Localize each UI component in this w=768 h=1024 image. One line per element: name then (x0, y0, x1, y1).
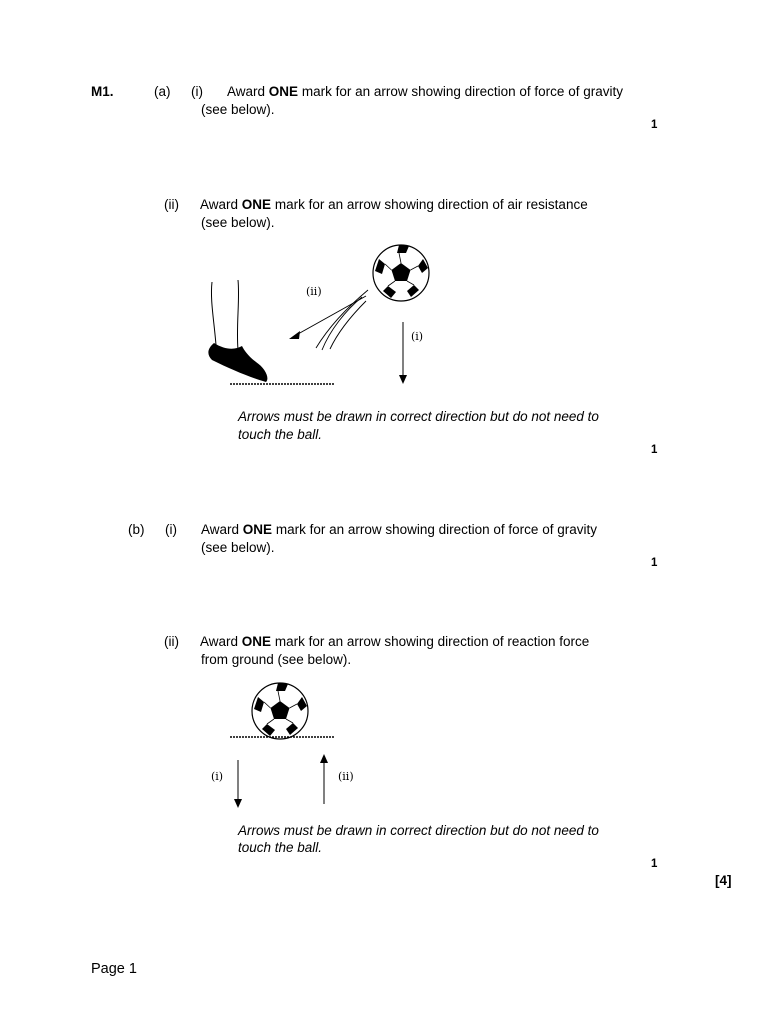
one-word: ONE (242, 522, 273, 537)
part-b-label: (b) (128, 522, 145, 537)
reaction-arrowhead (320, 754, 328, 763)
award-word: Award (201, 522, 240, 537)
figure-a-label-ii: (ii) (306, 285, 322, 298)
total-marks: [4] (715, 873, 732, 888)
note-a-line2: touch the ball. (238, 427, 323, 442)
mark-a-i: 1 (651, 119, 658, 131)
note-b-line2: touch the ball. (238, 840, 323, 855)
award-word: Award (200, 634, 239, 649)
part-b-ii-label: (ii) (164, 634, 179, 649)
figure-a-label-i: (i) (411, 330, 424, 343)
instruction-text: mark for an arrow showing direction of force of gravity (301, 84, 623, 99)
one-word: ONE (241, 197, 272, 212)
football-b (252, 683, 308, 739)
instruction-text: mark for an arrow showing direction of air resistance (274, 197, 588, 212)
part-a-label: (a) (154, 84, 171, 99)
question-number: M1. (91, 84, 114, 99)
gravity-arrowhead-b (234, 799, 242, 808)
note-a-line1: Arrows must be drawn in correct direction but do not need to (238, 409, 599, 424)
part-a-ii-label: (ii) (164, 197, 179, 212)
mark-b-i: 1 (651, 557, 658, 569)
figure-b-label-i: (i) (211, 770, 224, 783)
one-word: ONE (241, 634, 272, 649)
one-word: ONE (268, 84, 299, 99)
award-word: Award (200, 197, 239, 212)
part-a-i-label: (i) (191, 84, 203, 99)
part-a-i-text-cont: (see below). (201, 102, 275, 117)
part-b-i-label: (i) (165, 522, 177, 537)
mark-a-ii: 1 (651, 444, 658, 456)
instruction-text: mark for an arrow showing direction of reaction force (274, 634, 590, 649)
part-b-ii-text-cont: from ground (see below). (201, 652, 352, 667)
figure-b-label-ii: (ii) (338, 770, 354, 783)
mark-b-ii: 1 (651, 858, 658, 870)
part-b-i-text-cont: (see below). (201, 540, 275, 555)
instruction-text: mark for an arrow showing direction of force of gravity (275, 522, 597, 537)
note-b-line1: Arrows must be drawn in correct direction but do not need to (238, 823, 599, 838)
page-number: Page 1 (91, 961, 137, 977)
award-word: Award (227, 84, 266, 99)
part-a-ii-text-cont: (see below). (201, 215, 275, 230)
